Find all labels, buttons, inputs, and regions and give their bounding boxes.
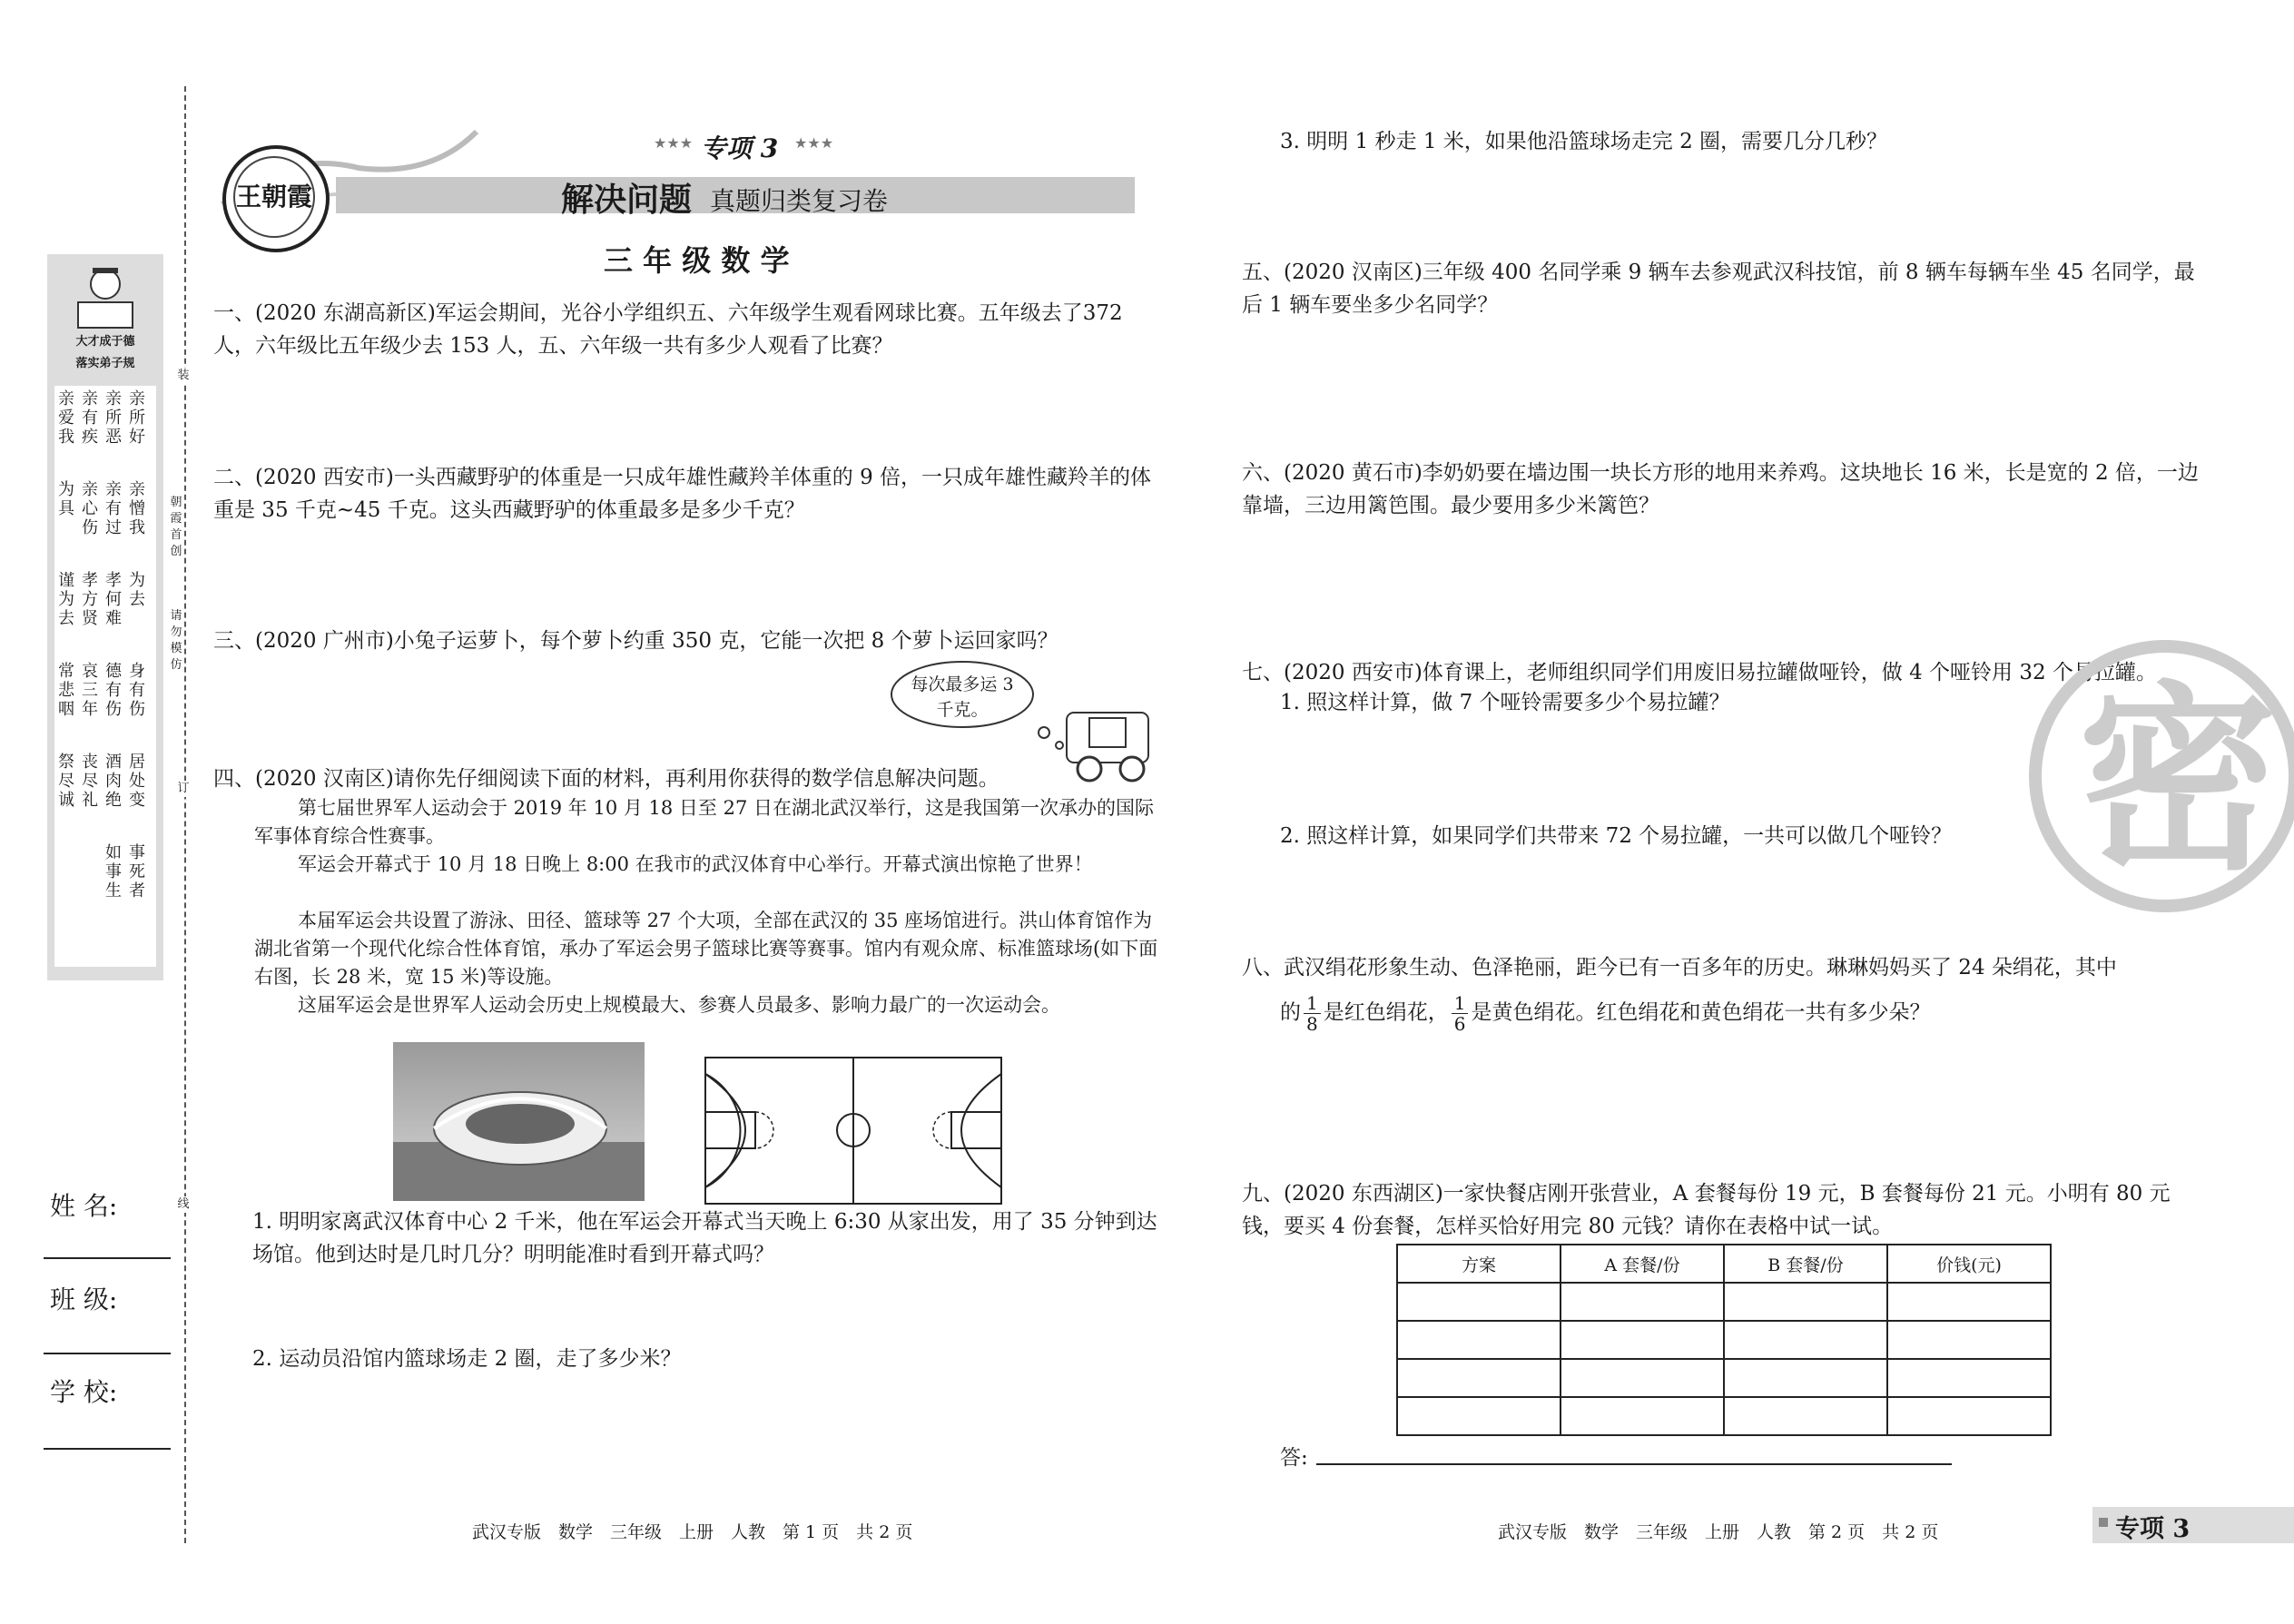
table-cell[interactable] (1397, 1397, 1561, 1435)
question-6: 六、(2020 黄石市)李奶奶要在墙边围一块长方形的地用来养鸡。这块地长 16 米，长是宽的 2 倍，一边靠墙，三边用篱笆围。最少要用多少米篱笆？ (1242, 461, 2199, 517)
q4-sub-3: 3. 明明 1 秒走 1 米，如果他沿篮球场走完 2 圈，需要几分几秒？ (1280, 130, 1888, 153)
title-main: 解决问题 (561, 181, 693, 219)
title-sub: 真题归类复习卷 (710, 186, 889, 216)
question-8-line2 (1280, 993, 2206, 1034)
poem-column: 为具 (58, 480, 74, 518)
table-cell[interactable] (1561, 1359, 1724, 1397)
answer-line[interactable] (1316, 1463, 1952, 1465)
poem-column: 亲憎我 (129, 480, 145, 537)
name-line[interactable] (44, 1257, 171, 1259)
poem-column: 身有伤 (129, 662, 145, 719)
poem-column: 亲所好 (129, 389, 145, 447)
binding-label-xian: 线 (177, 1197, 190, 1211)
fraction-one-sixth: $\frac{1}{6}$ (1452, 993, 1469, 1034)
poem-column: 亲爱我 (58, 389, 74, 447)
poem-column: 哀三年 (82, 662, 98, 719)
name-label: 姓 名: (50, 1191, 118, 1221)
poem-column: 谨为去 (58, 571, 74, 628)
question-7: 七、(2020 西安市)体育课上，老师组织同学们用废旧易拉罐做哑铃，做 4 个哑铃用 32 个易拉罐。 (1242, 661, 2157, 684)
poem-column: 如事生 (105, 843, 122, 901)
question-1: 一、(2020 东湖高新区)军运会期间，光谷小学组织五、六年级学生观看网球比赛。五年级去了372 人，六年级比五年级少去 153 人，五、六年级一共有多少人观看了比赛？ (213, 301, 1123, 358)
q8-text-red: 是红色绢花， (1323, 1000, 1449, 1025)
poem-column: 亲有疾 (82, 389, 98, 447)
table-header-plan: 方案 (1397, 1245, 1561, 1283)
table-cell[interactable] (1724, 1283, 1887, 1321)
poem-column: 亲所恶 (105, 389, 122, 447)
logo (222, 145, 330, 252)
fraction-one-eighth: $\frac{1}{8}$ (1304, 993, 1321, 1034)
question-2: 二、(2020 西安市)一头西藏野驴的体重是一只成年雄性藏羚羊体重的 9 倍，一只成年雄性藏羚羊的体重是 35 千克~45 千克。这头西藏野驴的体重最多是多少千克？ (213, 466, 1152, 522)
binding-label-zhuang: 装 (177, 369, 190, 382)
footer-left: 武汉专版 数学 三年级 上册 人教 第 1 页 共 2 页 (472, 1522, 913, 1542)
q9-answer-table (1396, 1244, 2052, 1436)
q4-paragraph-1: 第七届世界军人运动会于 2019 年 10 月 18 日至 27 日在湖北武汉举行，这是我国第一次承办的国际军事体育综合性赛事。 (254, 797, 1155, 847)
class-line[interactable] (44, 1353, 171, 1354)
table-cell[interactable] (1724, 1359, 1887, 1397)
table-cell[interactable] (1887, 1397, 2051, 1435)
question-8: 八、武汉绢花形象生动、色泽艳丽，距今已有一百多年的历史。琳琳妈妈买了 24 朵绢花，其中 (1242, 956, 2117, 979)
scholar-illustration (60, 259, 151, 331)
table-cell[interactable] (1724, 1321, 1887, 1359)
secret-stamp (2029, 640, 2294, 912)
q7-sub-1: 1. 照这样计算，做 7 个哑铃需要多少个易拉罐？ (1280, 691, 1730, 714)
stars-left: ★★★ (654, 134, 694, 152)
q7-sub-2: 2. 照这样计算，如果同学们共带来 72 个易拉罐，一共可以做几个哑铃？ (1280, 824, 1953, 848)
school-line[interactable] (44, 1448, 171, 1450)
binding-label-ding: 订 (177, 782, 190, 795)
basketball-court-diagram (704, 1056, 1003, 1206)
answer-label: 答: (1280, 1446, 1308, 1470)
table-cell[interactable] (1887, 1359, 2051, 1397)
table-row (1397, 1321, 2051, 1359)
binding-label-copy: 请勿模仿 (170, 609, 182, 672)
speech-bubble-text: 每次最多运 3千克。 (911, 674, 1014, 720)
table-cell[interactable] (1561, 1283, 1724, 1321)
table-header-a: A 套餐/份 (1561, 1245, 1724, 1283)
binding-label-creator: 朝霞首创 (170, 496, 182, 558)
stadium-photo (393, 1042, 645, 1201)
table-row (1397, 1359, 2051, 1397)
table-header-price: 价钱(元) (1887, 1245, 2051, 1283)
poem-box (54, 386, 156, 967)
q4-paragraph-3: 本届军运会共设置了游泳、田径、篮球等 27 个大项，全部在武汉的 35 座场馆进行。洪山体育馆作为湖北省第一个现代化综合性体育馆，承办了军运会男子篮球比赛等赛事。馆内有观众席、标准篮球场(如下面右图，长 28 米，宽 15 米)等设施。 (254, 910, 1158, 988)
poem-column: 丧尽礼 (82, 753, 98, 810)
q8-text-yellow: 是黄色绢花。红色绢花和黄色绢花一共有多少朵？ (1471, 1000, 1931, 1025)
stamp-character: 密 (2077, 662, 2278, 897)
cut-line (184, 86, 186, 1543)
question-5: 五、(2020 汉南区)三年级 400 名同学乘 9 辆车去参观武汉科技馆，前 8 辆车每辆车坐 45 名同学，最后 1 辆车要坐多少名同学？ (1242, 261, 2195, 317)
poem-column: 祭尽诚 (58, 753, 74, 810)
question-9: 九、(2020 东西湖区)一家快餐店刚开张营业，A 套餐每份 19 元，B 套餐每份 21 元。小明有 80 元钱，要买 4 份套餐，怎样买恰好用完 80 元钱？请你在表格中试一试。 (1242, 1182, 2171, 1238)
table-header-row (1397, 1245, 2051, 1283)
table-row (1397, 1397, 2051, 1435)
poem-column: 德有伤 (105, 662, 122, 719)
question-4: 四、(2020 汉南区)请你先仔细阅读下面的材料，再利用你获得的数学信息解决问题。 (213, 767, 999, 791)
table-header-b: B 套餐/份 (1724, 1245, 1887, 1283)
question-3: 三、(2020 广州市)小兔子运萝卜，每个萝卜约重 350 克，它能一次把 8 个萝卜运回家吗？ (213, 629, 1058, 653)
footer-right: 武汉专版 数学 三年级 上册 人教 第 2 页 共 2 页 (1498, 1522, 1939, 1542)
series-label: 专项 3 (701, 133, 779, 163)
motto-2: 落实弟子规 (75, 357, 135, 370)
poem-column: 居处变 (129, 753, 145, 810)
corner-tag: 专项 3 (2115, 1515, 2191, 1543)
q4-paragraph-2: 军运会开幕式于 10 月 18 日晚上 8:00 在我市的武汉体育中心举行。开幕式演出惊艳了世界！ (298, 853, 1093, 875)
class-label: 班 级: (50, 1284, 118, 1314)
q8-text-de: 的 (1280, 1000, 1301, 1025)
logo-text: 王朝霞 (233, 156, 315, 238)
table-cell[interactable] (1561, 1397, 1724, 1435)
poem-column: 事死者 (129, 843, 145, 901)
poem-column: 孝方贤 (82, 571, 98, 628)
stars-right: ★★★ (794, 134, 834, 152)
poem-column: 孝何难 (105, 571, 122, 628)
poem-column: 亲心伤 (82, 480, 98, 537)
corner-tag-square (2099, 1518, 2108, 1527)
poem-column: 为去 (129, 571, 145, 609)
page-subtitle: 三 年 级 数 学 (604, 243, 790, 278)
table-cell[interactable] (1397, 1359, 1561, 1397)
table-row (1397, 1283, 2051, 1321)
poem-column: 常悲咽 (58, 662, 74, 719)
school-label: 学 校: (50, 1377, 118, 1407)
table-cell[interactable] (1724, 1397, 1887, 1435)
table-cell[interactable] (1397, 1321, 1561, 1359)
q4-sub-1: 1. 明明家离武汉体育中心 2 千米，他在军运会开幕式当天晚上 6:30 从家出发，用了 35 分钟到达场馆。他到达时是几时几分？明明能准时看到开幕式吗？ (252, 1210, 1157, 1266)
q4-paragraph-4: 这届军运会是世界军人运动会历史上规模最大、参赛人员最多、影响力最广的一次运动会。 (298, 994, 1060, 1016)
table-cell[interactable] (1561, 1321, 1724, 1359)
motto-1: 大才成于德 (75, 335, 135, 349)
q4-sub-2: 2. 运动员沿馆内篮球场走 2 圈，走了多少米？ (252, 1347, 682, 1371)
table-cell[interactable] (1887, 1321, 2051, 1359)
poem-column: 亲有过 (105, 480, 122, 537)
table-cell[interactable] (1887, 1283, 2051, 1321)
table-cell[interactable] (1397, 1283, 1561, 1321)
poem-column: 酒肉绝 (105, 753, 122, 810)
